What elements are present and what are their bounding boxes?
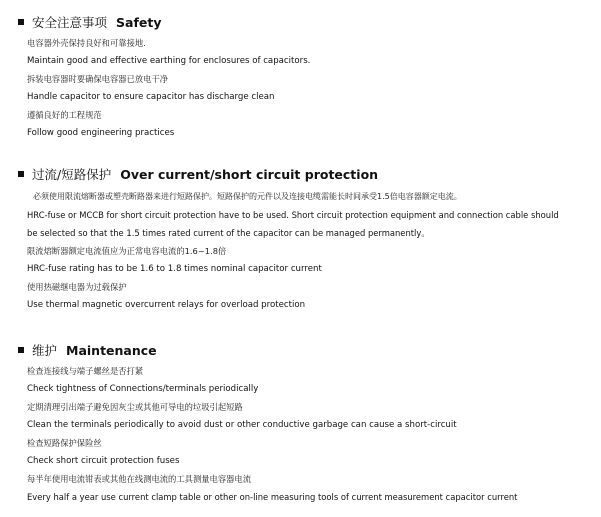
text-line: 检查连接线与端子螺丝是否打紧	[27, 366, 144, 376]
heading-cn: 安全注意事项	[32, 15, 108, 30]
text-line: Handle capacitor to ensure capacitor has discharge clean	[27, 92, 275, 102]
section-heading-overcurrent	[18, 165, 378, 183]
section-heading-maintenance	[18, 341, 157, 359]
text-line: Check tightness of Connections/terminals periodically	[27, 384, 259, 394]
square-bullet-icon	[18, 171, 24, 177]
text-line: Maintain good and effective earthing for enclosures of capacitors.	[27, 56, 311, 66]
text-line: 限流熔断器额定电流值应为正常电容电流的1.6~1.8倍	[27, 246, 227, 256]
text-line: Use thermal magnetic overcurrent relays for overload protection	[27, 300, 306, 310]
text-line: Follow good engineering practices	[27, 128, 175, 138]
text-line: Every half a year use current clamp table or other on-line measuring tools of current measurement capacitor current	[27, 492, 518, 502]
square-bullet-icon	[18, 347, 24, 353]
text-line: 必须使用限流熔断器或塑壳断路器来进行短路保护。短路保护的元件以及连接电缆需能长时间承受1.5倍电容器额定电流。	[33, 192, 462, 201]
heading-en: Maintenance	[66, 342, 157, 358]
text-line: Clean the terminals periodically to avoid dust or other conductive garbage can cause a short-circuit	[27, 420, 457, 430]
text-line: 定期清理引出端子避免因灰尘或其他可导电的垃圾引起短路	[27, 402, 243, 412]
heading-en: Safety	[116, 14, 162, 30]
section-heading-safety	[18, 13, 162, 31]
text-line: HRC-fuse or MCCB for short circuit protection have to be used. Short circuit protection equipment and connection cable should	[27, 210, 559, 220]
text-line: be selected so that the 1.5 times rated current of the capacitor can be managed permanently。	[27, 228, 430, 238]
text-line: 拆装电容器时要确保电容器已放电干净	[27, 74, 169, 84]
text-line: 使用热磁继电器为过载保护	[27, 282, 127, 292]
text-line: 检查短路保护保险丝	[27, 438, 102, 448]
heading-cn: 过流/短路保护	[32, 167, 112, 182]
heading-en: Over current/short circuit protection	[120, 166, 379, 182]
text-line: HRC-fuse rating has to be 1.6 to 1.8 times nominal capacitor current	[27, 264, 322, 274]
text-line: Check short circuit protection fuses	[27, 456, 180, 466]
heading-cn: 维护	[32, 343, 58, 358]
text-line: 电容器外壳保持良好和可靠接地.	[27, 38, 146, 48]
square-bullet-icon	[18, 19, 24, 25]
text-line: 每半年使用电流钳表或其他在线测电流的工具测量电容器电流	[27, 474, 252, 484]
text-line: 遵循良好的工程规范	[27, 110, 102, 120]
